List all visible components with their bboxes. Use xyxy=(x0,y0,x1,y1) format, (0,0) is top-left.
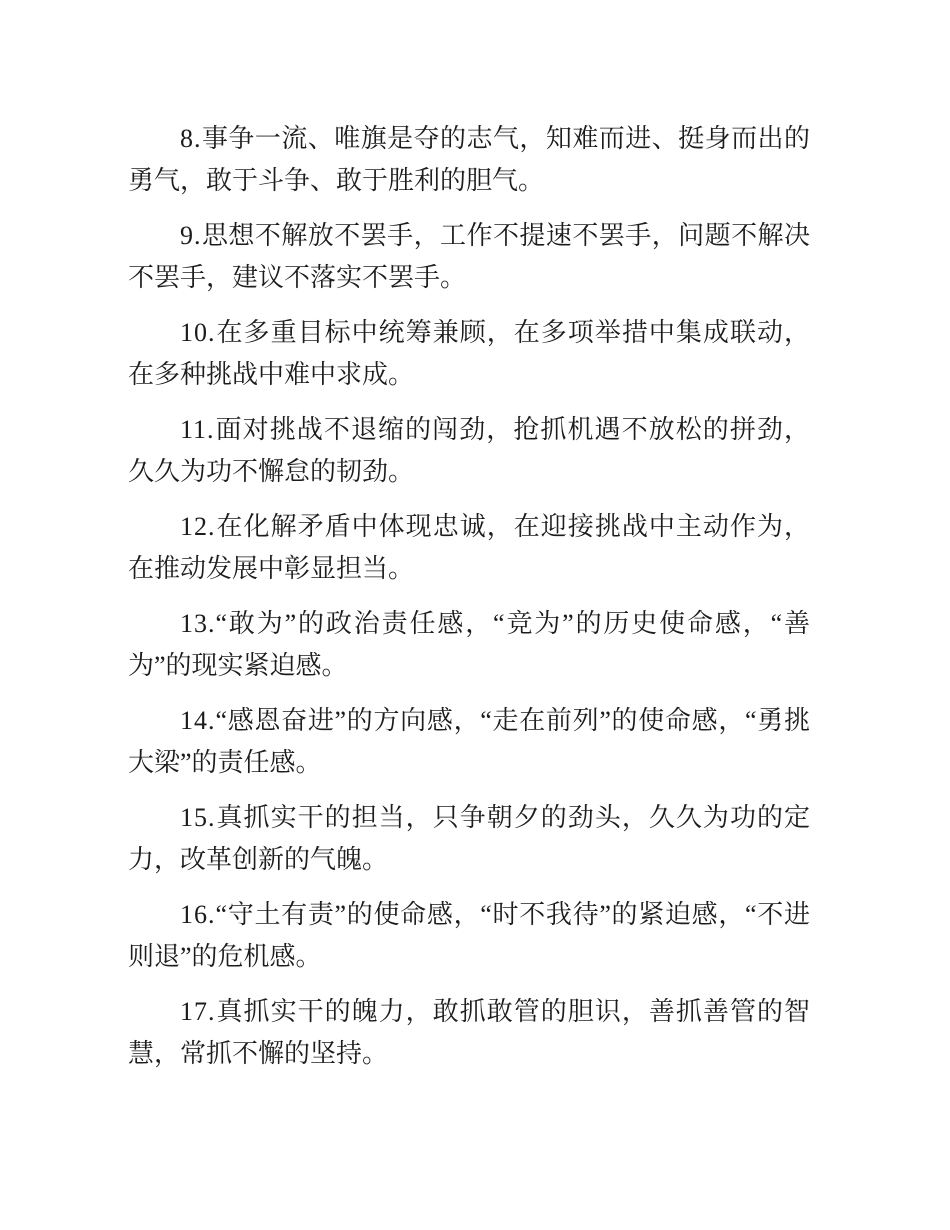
list-item xyxy=(128,700,810,784)
item-number: 10. xyxy=(180,318,216,347)
item-number: 17. xyxy=(180,997,216,1026)
item-text: 在多重目标中统筹兼顾，在多项举措中集成联动，在多种挑战中难中求成。 xyxy=(128,318,810,389)
list-item xyxy=(128,215,810,299)
item-number: 8. xyxy=(180,124,202,153)
list-item xyxy=(128,603,810,687)
item-text: 思想不解放不罢手，工作不提速不罢手，问题不解决不罢手，建议不落实不罢手。 xyxy=(128,221,810,292)
item-text: “感恩奋进”的方向感，“走在前列”的使命感，“勇挑大梁”的责任感。 xyxy=(128,706,810,777)
item-text: 真抓实干的魄力，敢抓敢管的胆识，善抓善管的智慧，常抓不懈的坚持。 xyxy=(128,997,810,1068)
item-number: 13. xyxy=(180,609,216,638)
item-number: 9. xyxy=(180,221,202,250)
item-number: 15. xyxy=(180,803,216,832)
list-item xyxy=(128,506,810,590)
item-text: 真抓实干的担当，只争朝夕的劲头，久久为功的定力，改革创新的气魄。 xyxy=(128,803,810,874)
list-item xyxy=(128,797,810,881)
item-text: 面对挑战不退缩的闯劲，抢抓机遇不放松的拼劲，久久为功不懈怠的韧劲。 xyxy=(128,415,810,486)
item-text: 事争一流、唯旗是夺的志气，知难而进、挺身而出的勇气，敢于斗争、敢于胜利的胆气。 xyxy=(128,124,810,195)
item-number: 12. xyxy=(180,512,216,541)
list-item xyxy=(128,118,810,202)
list-item xyxy=(128,894,810,978)
item-number: 16. xyxy=(180,900,216,929)
document-body xyxy=(128,118,810,1088)
list-item xyxy=(128,312,810,396)
list-item xyxy=(128,409,810,493)
item-text: 在化解矛盾中体现忠诚，在迎接挑战中主动作为，在推动发展中彰显担当。 xyxy=(128,512,810,583)
item-number: 14. xyxy=(180,706,216,735)
item-text: “守土有责”的使命感，“时不我待”的紧迫感，“不进则退”的危机感。 xyxy=(128,900,810,971)
list-item xyxy=(128,991,810,1075)
item-number: 11. xyxy=(180,415,215,444)
item-text: “敢为”的政治责任感，“竞为”的历史使命感，“善为”的现实紧迫感。 xyxy=(128,609,810,680)
